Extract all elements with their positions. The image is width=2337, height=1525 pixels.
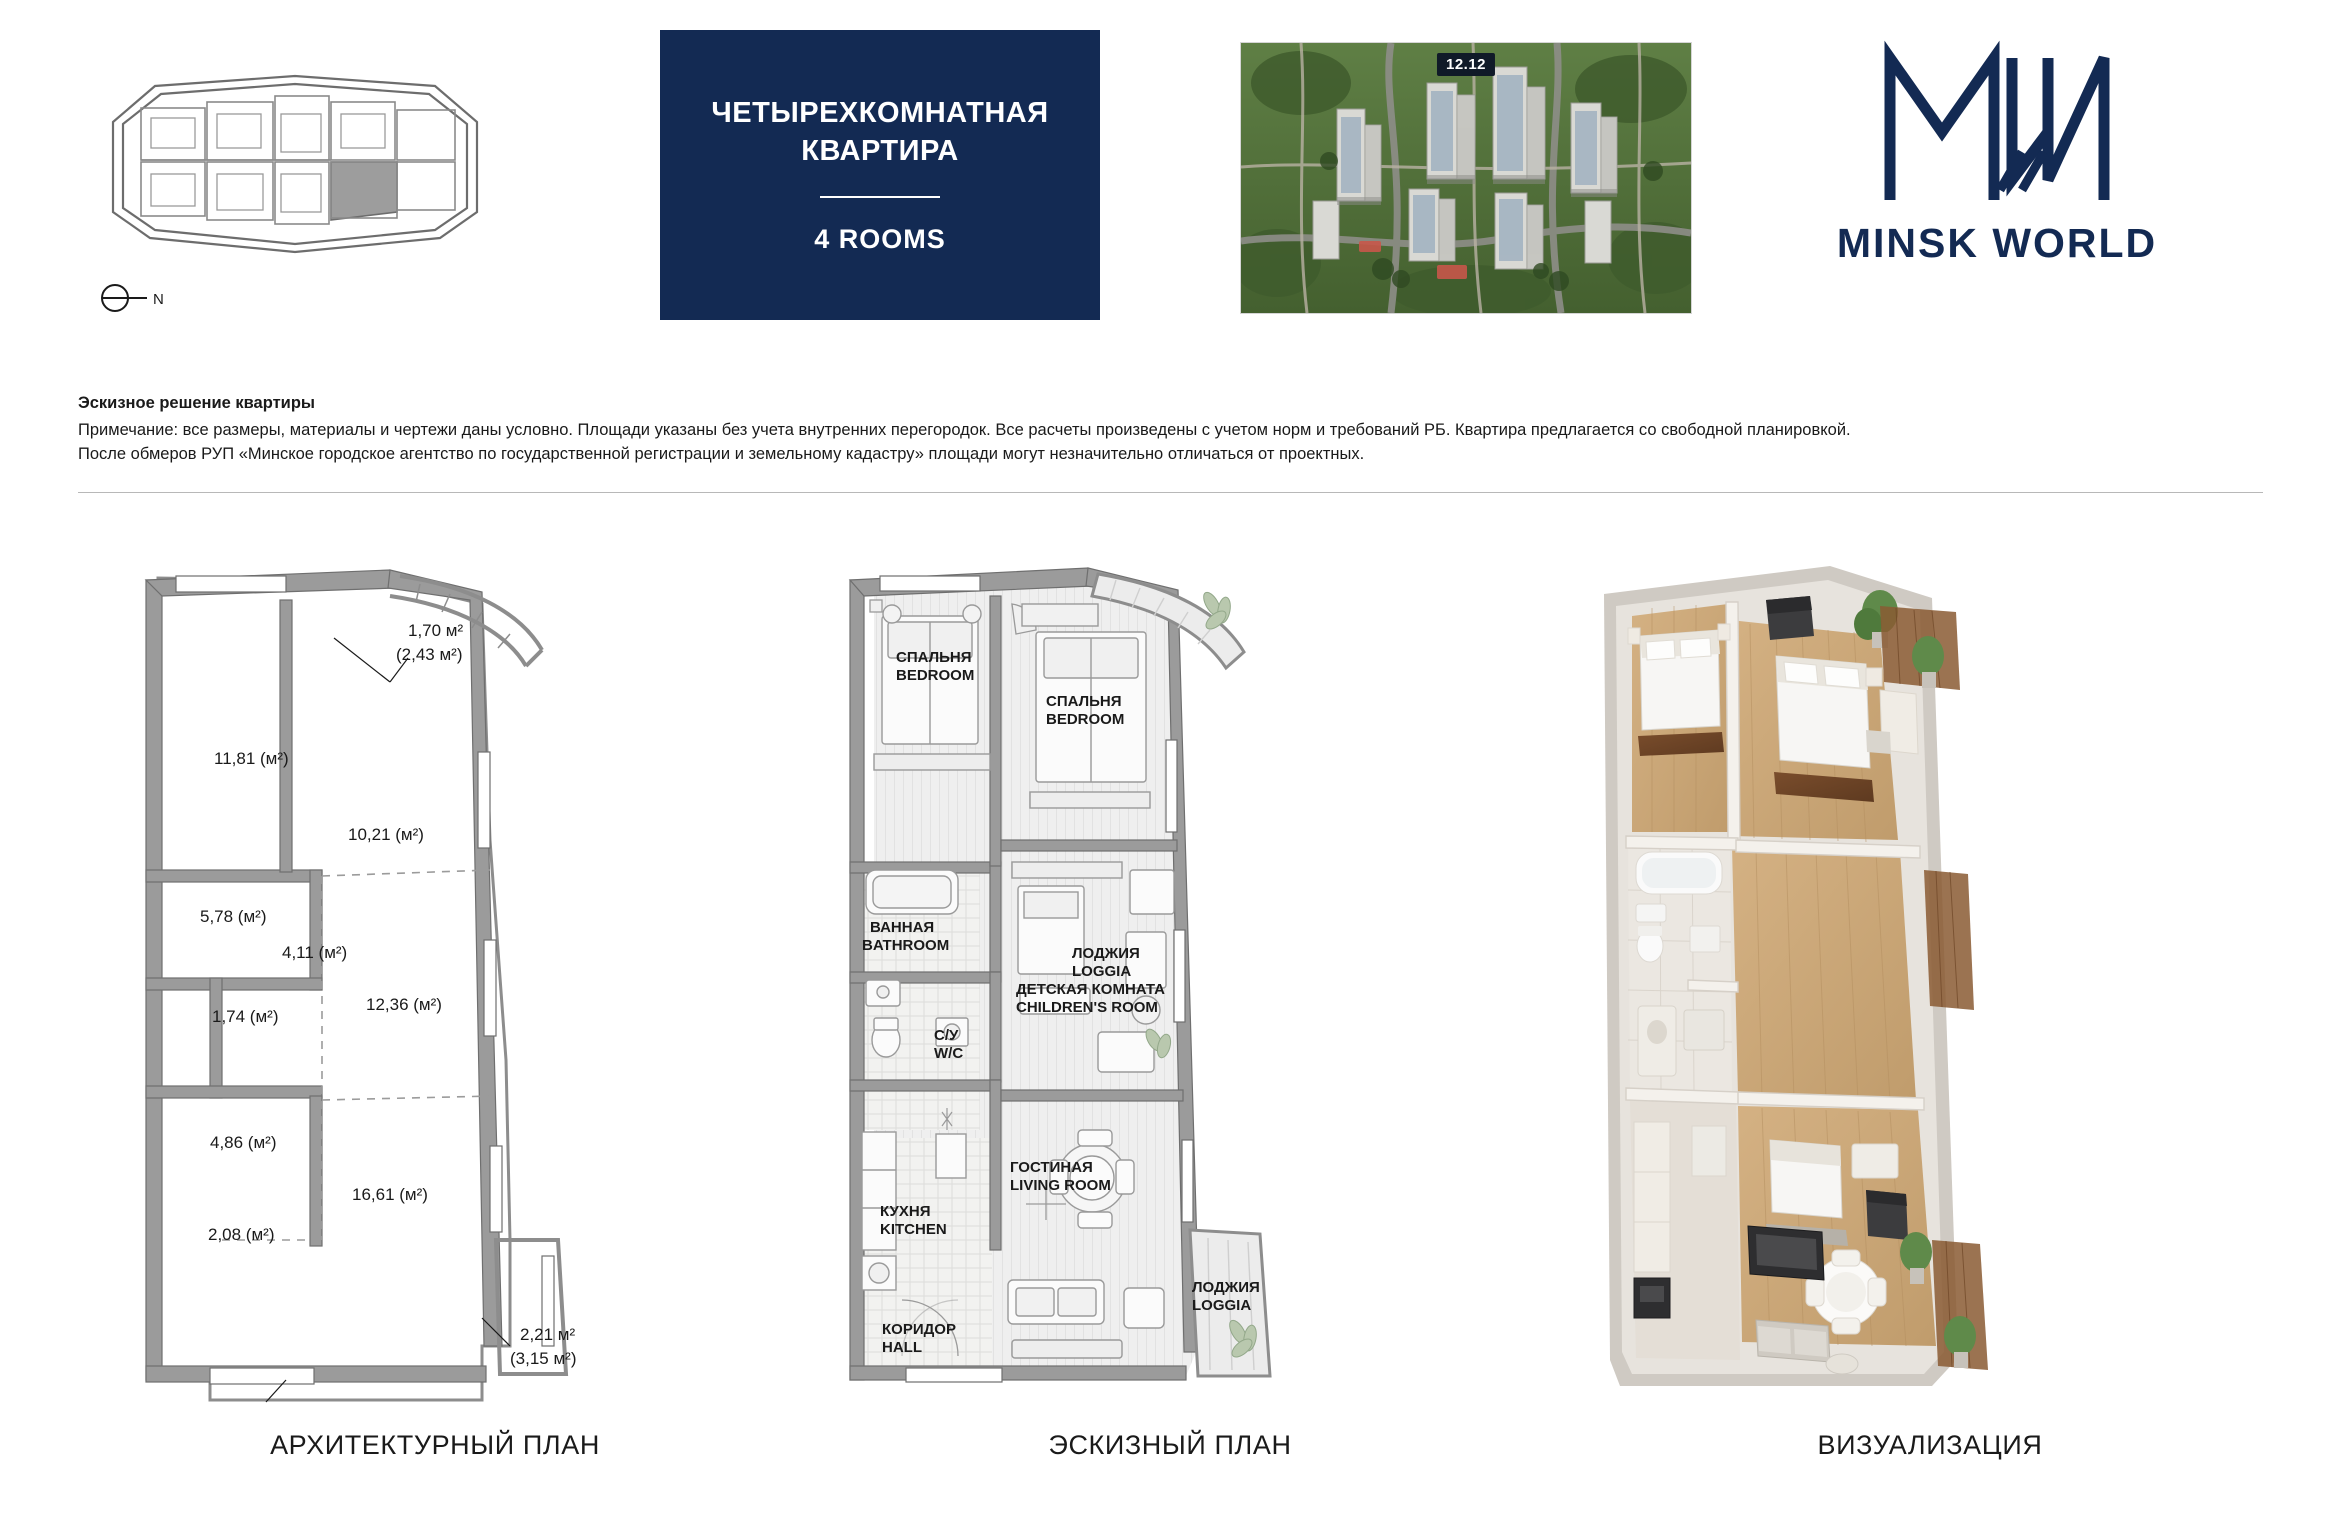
- room-label-ru: ВАННАЯ: [870, 919, 935, 936]
- room-label-ru: ЛОДЖИЯ: [1192, 1279, 1260, 1296]
- title-divider: [820, 196, 940, 198]
- room-label-ru: С/У: [934, 1027, 959, 1044]
- header-divider: [78, 492, 2263, 493]
- brand-logo: [1787, 40, 2207, 267]
- caption-architectural: АРХИТЕКТУРНЫЙ ПЛАН: [270, 1430, 600, 1460]
- room-label-ru: СПАЛЬНЯ: [896, 649, 972, 666]
- page-header: [0, 0, 2337, 360]
- room-label-en: BEDROOM: [896, 667, 975, 684]
- plans-row: [0, 540, 2337, 1440]
- room-label-en: LIVING ROOM: [1010, 1177, 1111, 1194]
- room-label-en: W/C: [934, 1045, 964, 1062]
- area-label: 16,61 (м²): [352, 1185, 428, 1204]
- title-en: 4 ROOMS: [814, 224, 946, 255]
- compass-rose: [95, 278, 185, 318]
- room-label-ru: ГОСТИНАЯ: [1010, 1159, 1093, 1176]
- area-label: 12,36 (м²): [366, 995, 442, 1014]
- area-label: 4,11 (м²): [282, 943, 348, 962]
- visualization-3d: [1580, 540, 2280, 1440]
- sketch-plan: [840, 540, 1500, 1440]
- caption-visualization: ВИЗУАЛИЗАЦИЯ: [1817, 1430, 2043, 1460]
- area-label: 11,81 (м²): [214, 749, 289, 768]
- area-label: 4,86 (м²): [210, 1133, 277, 1152]
- room-label-ru: ЛОДЖИЯ: [1072, 945, 1140, 962]
- room-label-en: LOGGIA: [1072, 963, 1132, 980]
- brand-wordmark: MINSK WORLD: [1836, 220, 2158, 266]
- compass-north-label: N: [153, 291, 164, 308]
- balcony-area-bottom-line2: (3,15 м²): [510, 1349, 577, 1368]
- room-label-ru: КОРИДОР: [882, 1321, 956, 1338]
- room-label-en: CHILDREN'S ROOM: [1016, 999, 1158, 1016]
- aerial-badge: 12.12: [1437, 53, 1495, 76]
- room-label-en: HALL: [882, 1339, 922, 1356]
- room-label-ru: КУХНЯ: [880, 1203, 931, 1220]
- balcony-area-bottom-line1: 2,21 м²: [520, 1325, 576, 1344]
- room-label-ru: ДЕТСКАЯ КОМНАТА: [1016, 981, 1165, 998]
- area-label: 10,21 (м²): [348, 825, 424, 844]
- note-title: Эскизное решение квартиры: [78, 394, 315, 412]
- floor-keyplan: [95, 62, 495, 292]
- disclaimer-note: [78, 392, 2263, 467]
- architectural-plan: [90, 540, 780, 1440]
- title-ru-line2: КВАРТИРА: [801, 134, 959, 167]
- area-label: 5,78 (м²): [200, 907, 267, 926]
- balcony-area-top-line1: 1,70 м²: [408, 621, 464, 640]
- note-line-1: Примечание: все размеры, материалы и чертежи даны условно. Площади указаны без учета внутренних перегородок. Все расчеты произведены с учетом норм и требований РБ. Квартира предлагается со свободной планировкой.: [78, 420, 1851, 439]
- area-label: 2,08 (м²): [208, 1225, 275, 1244]
- aerial-photo: [1240, 42, 1692, 314]
- room-label-en: LOGGIA: [1192, 1297, 1252, 1314]
- area-label: 1,74 (м²): [212, 1007, 279, 1026]
- note-line-2: После обмеров РУП «Минское городское агентство по государственной регистрации и земельному кадастру» площади могут незначительно отличаться от проектных.: [78, 444, 1365, 463]
- room-label-en: KITCHEN: [880, 1221, 947, 1238]
- room-label-en: BATHROOM: [862, 937, 950, 954]
- title-ru-line1: ЧЕТЫРЕХКОМНАТНАЯ: [711, 96, 1049, 129]
- caption-sketch: ЭСКИЗНЫЙ ПЛАН: [1048, 1430, 1292, 1460]
- room-label-en: BEDROOM: [1046, 711, 1125, 728]
- apartment-title-block: [660, 30, 1100, 320]
- mw-monogram-icon: [1787, 40, 2207, 210]
- room-label-ru: СПАЛЬНЯ: [1046, 693, 1122, 710]
- balcony-area-top-line2: (2,43 м²): [396, 645, 463, 664]
